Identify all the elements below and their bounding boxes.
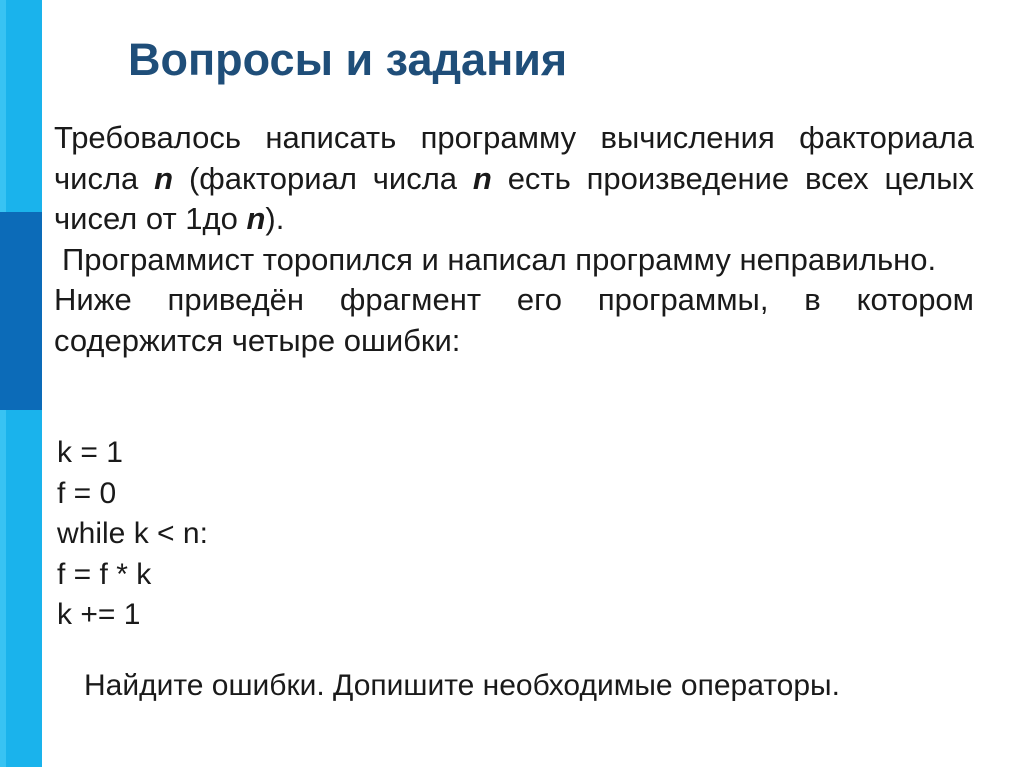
slide-title: Вопросы и задания: [128, 34, 568, 85]
code-line: while k < n:: [57, 517, 208, 551]
task-text-part: (факториал числа: [173, 160, 473, 196]
task-paragraph-3: Ниже приведён фрагмент его программы, в котором содержится четыре ошибки:: [54, 282, 974, 358]
task-text-part: ).: [265, 201, 285, 236]
task-text: [54, 118, 974, 361]
task-paragraph-1: [54, 118, 974, 240]
variable-n: n: [154, 160, 174, 196]
task-paragraph-2: Программист торопился и написал программу неправильно.: [62, 241, 937, 277]
sidebar-accent-dark: [0, 212, 42, 410]
variable-n: n: [472, 160, 492, 196]
code-fragment: [57, 433, 208, 636]
instruction-text: Найдите ошибки. Допишите необходимые операторы.: [84, 669, 840, 702]
task-text-part: есть произведение всех целых чисел от 1до: [54, 160, 974, 236]
code-line: f = 0: [57, 476, 117, 510]
task-text-part: Требовалось написать программу вычисления факториала числа: [54, 120, 974, 196]
variable-n: n: [246, 201, 266, 236]
code-line: k = 1: [57, 436, 123, 469]
code-line: k += 1: [57, 598, 141, 632]
code-line: f = f * k: [57, 557, 152, 591]
